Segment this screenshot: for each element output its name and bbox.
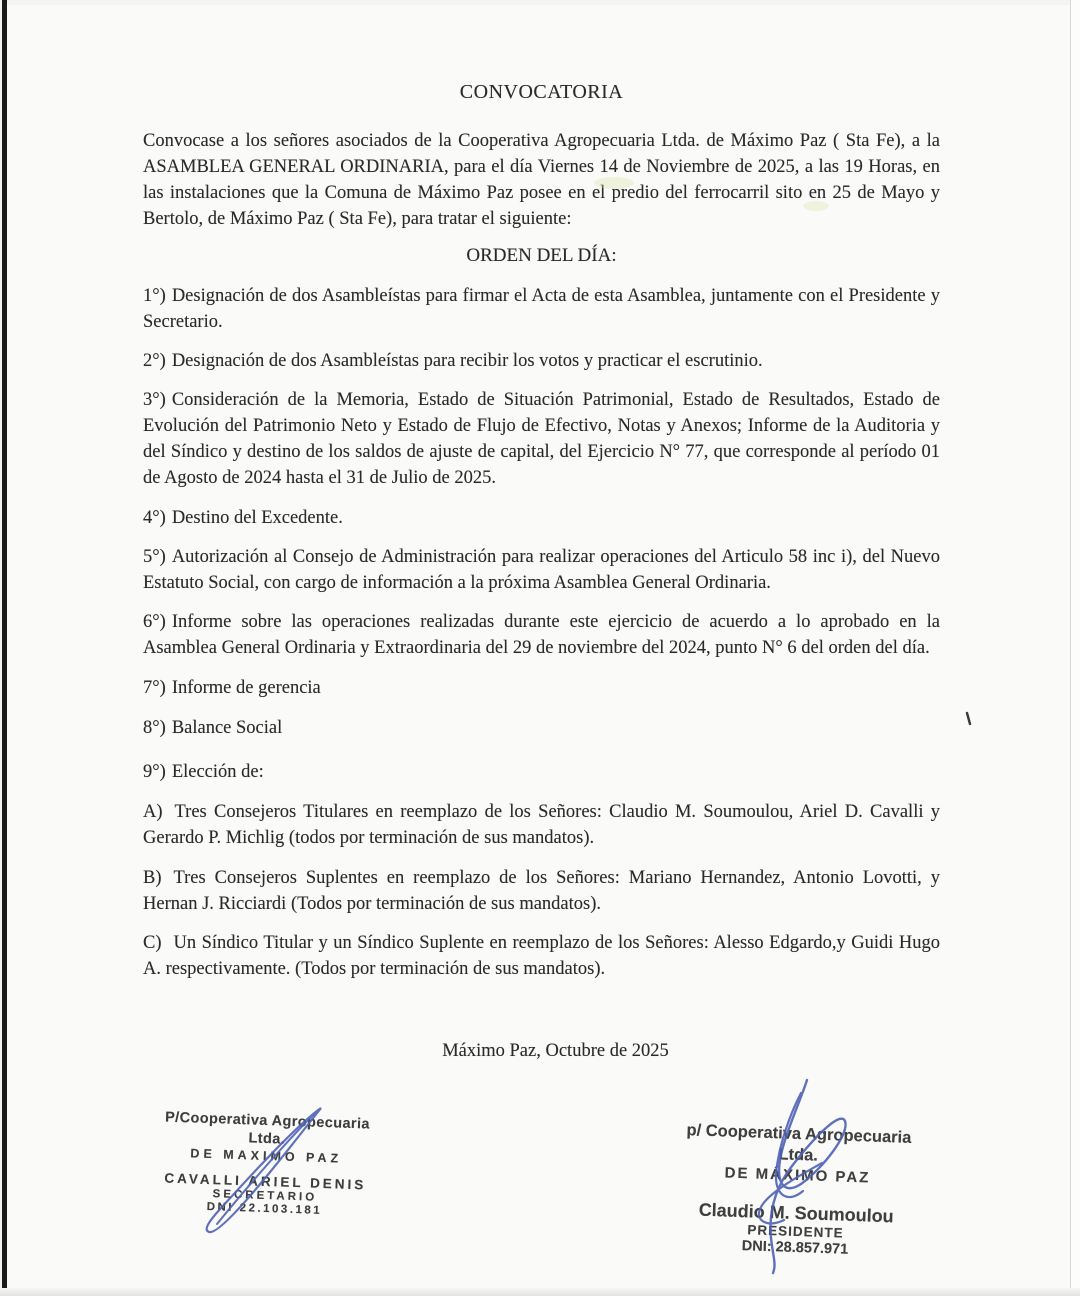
agenda-item-number: 5°) xyxy=(143,547,166,567)
election-item-letter: B) xyxy=(143,868,162,888)
scan-border-left xyxy=(2,0,7,1296)
secretary-dni: DNI 22.103.181 xyxy=(206,1200,323,1217)
secretary-stamp xyxy=(146,1108,385,1220)
election-item-b xyxy=(143,865,940,917)
agenda-item-text: Informe de gerencia xyxy=(171,678,321,698)
secretary-name: CAVALLI ARIEL DENIS xyxy=(164,1170,367,1193)
election-item-a xyxy=(143,799,940,851)
agenda-item-text: Elección de: xyxy=(171,762,264,782)
president-role: PRESIDENTE xyxy=(747,1222,844,1241)
agenda-item-text: Autorización al Consejo de Administración para realizar operaciones del Articulo 58 inc i), del Nuevo Estatuto Social, con cargo de información a la próxima Asamblea General Ordinaria. xyxy=(143,547,940,593)
stamp-org-line2: DE MÁXIMO PAZ xyxy=(724,1164,871,1187)
election-item-c xyxy=(143,930,940,982)
document-body xyxy=(143,81,940,1083)
agenda-item-3 xyxy=(143,387,940,491)
president-stamp xyxy=(662,1119,932,1261)
stamp-org-line2: DE MAXIMO PAZ xyxy=(190,1146,343,1166)
agenda-item-text: Informe sobre las operaciones realizadas durante este ejercicio de acuerdo a lo aprobado en la Asamblea General Ordinaria y Extraordinaria del 29 de noviembre del 2024, punto N° 6 del orden del día. xyxy=(143,612,940,658)
ink-speck xyxy=(967,713,970,724)
agenda-item-5 xyxy=(143,544,940,596)
intro-paragraph: Convocase a los señores asociados de la Cooperativa Agropecuaria Ltda. de Máximo Paz ( Sta Fe), a la ASAMBLEA GENERAL ORDINARIA, para el día Viernes 14 de Noviembre de 2025, a las 19 Horas, en las instalaciones que la Comuna de Máximo Paz posee en el predio del ferrocarril sito en 25 de Mayo y Bertolo, de Máximo Paz ( Sta Fe), para tratar el siguiente: xyxy=(143,131,940,229)
agenda-item-number: 1°) xyxy=(143,286,166,306)
document-title: CONVOCATORIA xyxy=(459,81,624,103)
agenda-item-6 xyxy=(143,609,940,661)
agenda-item-text: Designación de dos Asambleístas para recibir los votos y practicar el escrutinio. xyxy=(171,351,763,371)
election-item-text: Tres Consejeros Titulares en reemplazo de los Señores: Claudio M. Soumoulou, Ariel D. Cavalli y Gerardo P. Michlig (todos por terminación de sus mandatos). xyxy=(143,802,940,848)
election-item-letter: A) xyxy=(143,802,163,822)
agenda-item-1 xyxy=(143,283,940,335)
scan-edge-top xyxy=(0,0,1080,5)
stamp-org-line1: P/Cooperativa Agropecuaria Ltda. xyxy=(164,1109,371,1148)
agenda-item-text: Balance Social xyxy=(171,718,283,738)
agenda-heading: ORDEN DEL DÍA: xyxy=(466,245,617,266)
agenda-item-9 xyxy=(143,759,940,785)
agenda-item-number: 6°) xyxy=(143,612,166,632)
agenda-item-number: 9°) xyxy=(143,762,166,782)
agenda-item-8 xyxy=(143,715,940,741)
agenda-item-number: 4°) xyxy=(143,508,166,528)
agenda-item-number: 8°) xyxy=(143,718,166,738)
election-item-letter: C) xyxy=(143,933,162,953)
agenda-item-number: 2°) xyxy=(143,351,166,371)
agenda-item-text: Designación de dos Asambleístas para firmar el Acta de esta Asamblea, juntamente con el Presidente y Secretario. xyxy=(143,286,940,332)
election-item-text: Tres Consejeros Suplentes en reemplazo de los Señores: Mariano Hernandez, Antonio Lovotti, y Hernan J. Ricciardi (Todos por terminación de sus mandatos). xyxy=(143,868,940,914)
agenda-item-number: 7°) xyxy=(143,678,166,698)
agenda-item-number: 3°) xyxy=(143,390,166,410)
scan-edge-bottom xyxy=(0,1288,1080,1296)
agenda-item-4 xyxy=(143,505,940,531)
secretary-role: SECRETARIO xyxy=(212,1188,318,1204)
agenda-item-2 xyxy=(143,348,940,374)
stamp-org-line1: p/ Cooperativa Agropecuaria Ltda. xyxy=(686,1121,912,1165)
agenda-item-text: Consideración de la Memoria, Estado de Situación Patrimonial, Estado de Resultados, Estado de Evolución del Patrimonio Neto y Estado de Flujo de Efectivo, Notas y Anexos; Informe de la Auditoria y del Síndico y destino de los saldos de ajuste de capital, del Ejercicio N° 77, que corresponde al período 01 de Agosto de 2024 hasta el 31 de Julio de 2025. xyxy=(143,390,940,488)
agenda-item-text: Destino del Excedente. xyxy=(171,508,343,528)
agenda-item-7 xyxy=(143,675,940,701)
closing-date: Máximo Paz, Octubre de 2025 xyxy=(442,1041,669,1061)
president-dni: DNI: 28.857.971 xyxy=(741,1238,849,1258)
election-item-text: Un Síndico Titular y un Síndico Suplente en reemplazo de los Señores: Alesso Edgardo,y Guidi Hugo A. respectivamente. (Todos por terminación de sus mandatos). xyxy=(143,933,940,979)
president-name: Claudio M. Soumoulou xyxy=(698,1199,894,1227)
scan-edge-right xyxy=(1070,0,1080,1296)
